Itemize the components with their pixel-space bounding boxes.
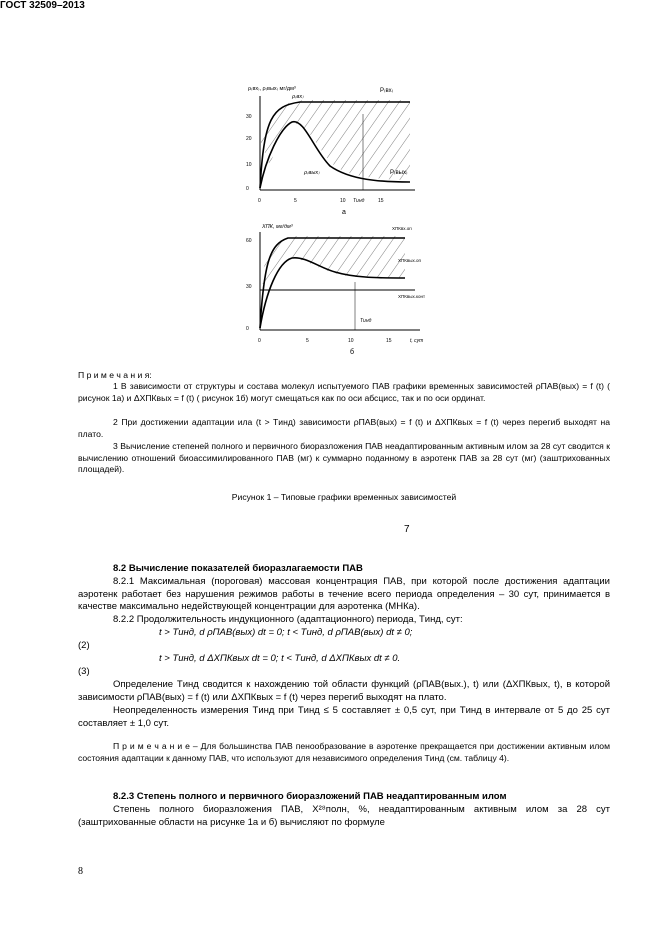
figure-a-chart bbox=[240, 78, 430, 218]
document-header: ГОСТ 32509–2013 bbox=[0, 0, 85, 11]
section-8-2-3-title: 8.2.3 Степень полного и первичного биоразложений ПАВ неадаптированным илом bbox=[113, 791, 507, 802]
fig-a-xtick-5: 5 bbox=[294, 198, 297, 204]
note-1: 1 В зависимости от структуры и состава молекул испытуемого ПАВ графики временных зависимостей ρПАВ(вых) = f (t) ( рисунок 1а) и ΔХПКвых = f (t) ( рисунок 1б) могут смещаться как по оси абсцисс, так и по оси ординат. bbox=[78, 381, 610, 403]
formula-3: t > Tинд, d ΔХПКвых dt = 0; t < Tинд, d ΔХПКвых dt ≠ 0. bbox=[159, 653, 401, 664]
section-8-2-note: П р и м е ч а н и е – Для большинства ПАВ пенообразование в аэротенке прекращается при достижении активным илом состояния адаптации к данному ПАВ, что используют для независимого определения Tинд (см. таблицу 4). bbox=[78, 741, 610, 763]
fig-b-ytick-60: 60 bbox=[246, 238, 252, 244]
figure-b-chart bbox=[240, 222, 440, 358]
fig-a-ylabel: ρ₍вх₎, ρ₍вых₎ мг/дм³ bbox=[248, 86, 296, 92]
fig-b-tind: Tинд bbox=[360, 318, 372, 324]
fig-b-xtick-15: 15 bbox=[386, 338, 392, 344]
eq-number-2: (2) bbox=[78, 640, 90, 651]
notes-title: П р и м е ч а н и я: bbox=[78, 370, 152, 380]
fig-b-ylabel: ХПК, мг/дм³ bbox=[262, 224, 293, 230]
note-2: 2 При достижении адаптации ила (t > Tинд) зависимости ρПАВ(вых) = f (t) и ΔХПКвых = f (t) через перегиб выходят на плато. bbox=[78, 417, 610, 439]
fig-a-ytick-30: 30 bbox=[246, 114, 252, 120]
fig-b-ytick-0: 0 bbox=[246, 326, 249, 332]
fig-a-ytick-10: 10 bbox=[246, 162, 252, 168]
fig-b-line-top: ХПКвх.оп bbox=[392, 226, 412, 231]
fig-a-ytick-0: 0 bbox=[246, 186, 249, 192]
fig-a-xtick-15: 15 bbox=[378, 198, 384, 204]
fig-b-ytick-30: 30 bbox=[246, 284, 252, 290]
page-number: 8 bbox=[78, 866, 83, 877]
fig-a-xtick-0: 0 bbox=[258, 198, 261, 204]
note-3: 3 Вычисление степеней полного и первичного биоразложения ПАВ неадаптированным активным илом за 28 сут сводится к вычислению отношений биоассимилированного ПАВ (мг) к суммарно поданному в аэротенк ПАВ за 28 сут (мг) (заштрихованных площадей). bbox=[78, 441, 610, 475]
fig-b-label: б bbox=[350, 349, 355, 356]
fig-a-curve-out: ρ₍вых₎ bbox=[304, 170, 320, 176]
fig-b-xtick-10: 10 bbox=[348, 338, 354, 344]
fig-a-curve-in: ρ₍вх₎ bbox=[292, 94, 304, 100]
center-page-number: 7 bbox=[404, 524, 410, 535]
fig-a-xtick-10: 10 bbox=[340, 198, 346, 204]
fig-a-xtick-tind: Tинд bbox=[353, 198, 365, 204]
fig-a-curve-out-right: P₍вых₎ bbox=[390, 170, 408, 176]
fig-a-label: а bbox=[342, 209, 346, 216]
para-definition: Определение Tинд сводится к нахождению той области функций (ρПАВ(вых.), t) или (ΔХПКвых, t), в которой зависимости ρПАВ(вых) = f (t) или ΔХПКвых = f (t) через перегиб выходят на плато. bbox=[78, 679, 610, 703]
figure-caption: Рисунок 1 – Типовые графики временных зависимостей bbox=[231, 492, 457, 502]
fig-a-curve-in-top: P₍вх₎ bbox=[380, 88, 394, 94]
section-8-2-title: 8.2 Вычисление показателей биоразлагаемости ПАВ bbox=[113, 563, 363, 574]
fig-a-ytick-20: 20 bbox=[246, 136, 252, 142]
para-uncertainty: Неопределенность измерения Tинд при Tинд ≤ 5 составляет ± 0,5 сут, при Tинд в интервале от 5 до 25 сут составляет ± 1,0 сут. bbox=[78, 705, 610, 729]
fig-b-xtick-t: t, сут bbox=[410, 338, 424, 344]
fig-b-line-low: ХПКвых.конт bbox=[398, 294, 426, 299]
formula-2: t > Tинд, d ρПАВ(вых) dt = 0; t < Tинд, d ρПАВ(вых) dt ≠ 0; bbox=[159, 627, 413, 638]
para-8-2-1: 8.2.1 Максимальная (пороговая) массовая концентрация ПАВ, при которой после достижения адаптации аэротенк работает без нарушения режимов работы в течение всего периода определения – 30 сут, принимается в качестве максимально недействующей концентрации для аэротенка (МНКа). bbox=[78, 576, 610, 612]
eq-number-3: (3) bbox=[78, 666, 90, 677]
fig-b-line-mid: ХПКвых.оп bbox=[398, 258, 421, 263]
fig-b-xtick-5: 5 bbox=[306, 338, 309, 344]
fig-b-xtick-0: 0 bbox=[258, 338, 261, 344]
para-8-2-3: Степень полного биоразложения ПАВ, X²⁸полн, %, неадаптированным активным илом за 28 сут (заштрихованные области на рисунке 1а и б) вычисляют по формуле bbox=[78, 804, 610, 828]
para-8-2-2: 8.2.2 Продолжительность индукционного (адаптационного) периода, Tинд, сут: bbox=[113, 614, 463, 625]
